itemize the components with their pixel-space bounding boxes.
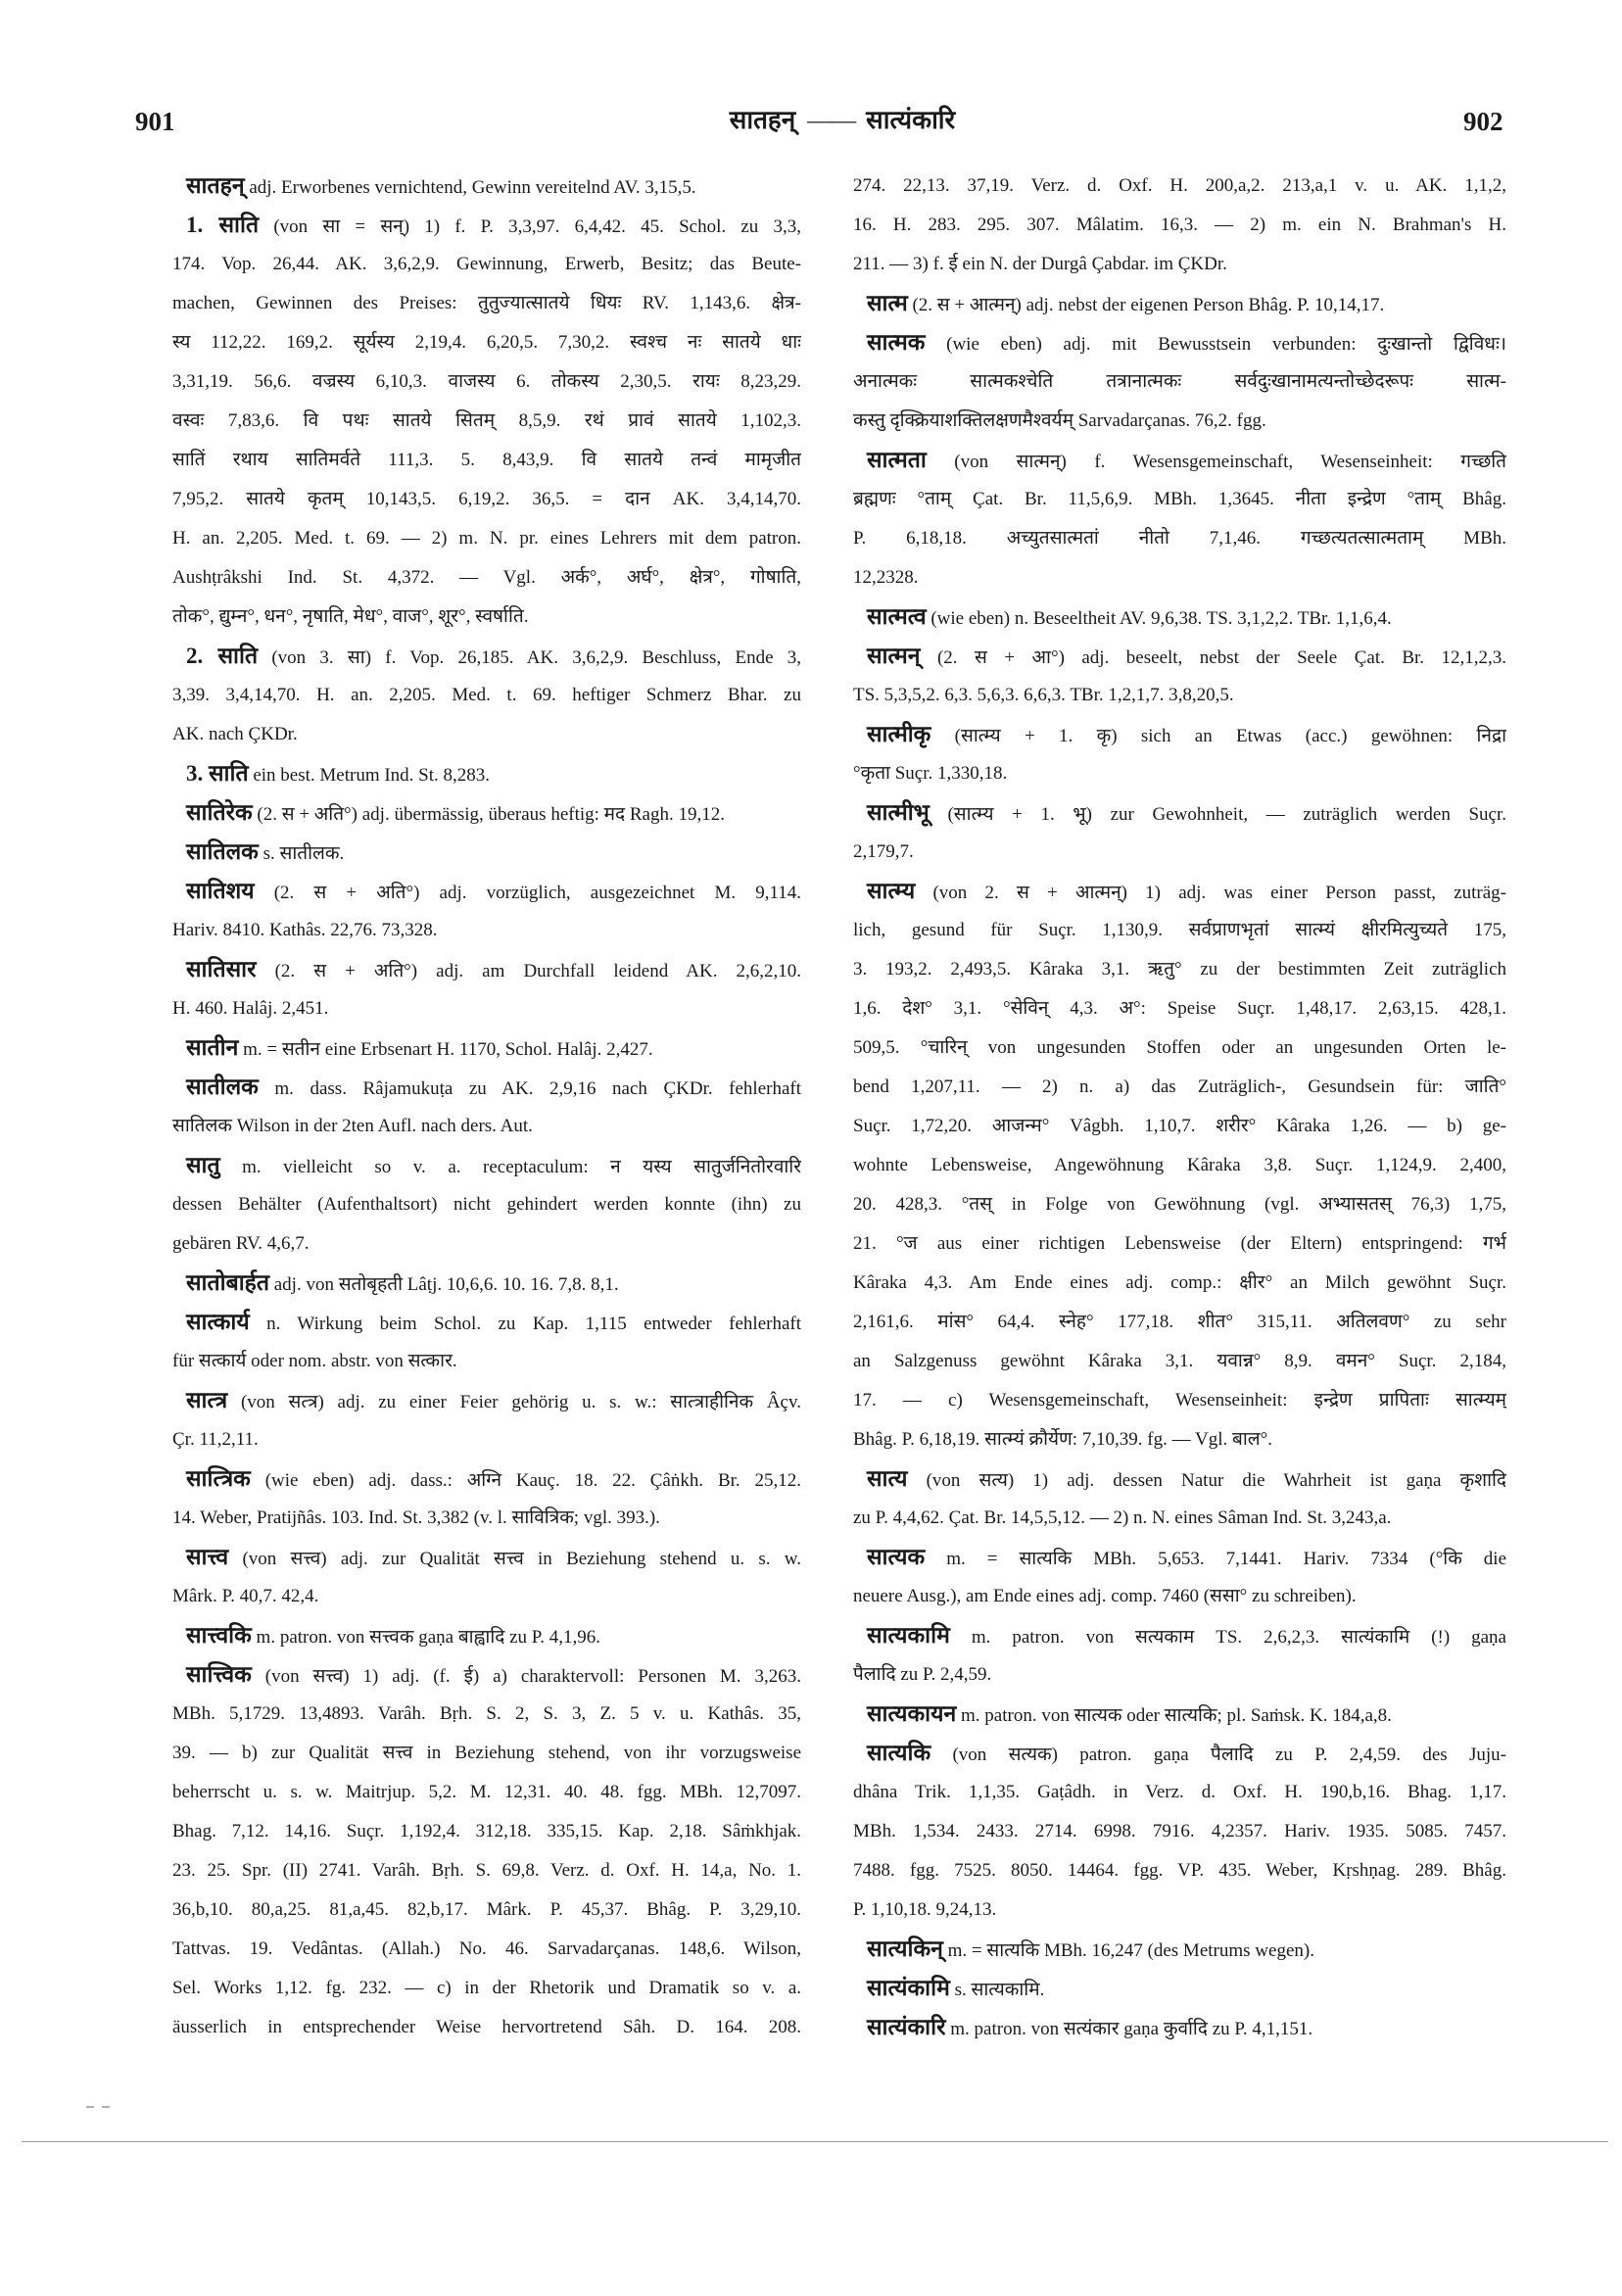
- entry-text: (von सा = सन्) 1) f. P. 3,3,97. 6,4,42. 45. Schol. zu 3,3,: [273, 216, 801, 237]
- dictionary-entry: [172, 1616, 801, 1655]
- entry-text: s. सात्यकामि.: [954, 1980, 1045, 2000]
- entry-line: [172, 1068, 801, 1107]
- entry-line: [853, 793, 1506, 833]
- entry-text: m. patron. von सत्त्वक gaṇa बाह्वादि zu P. 4,1,96.: [256, 1627, 600, 1648]
- dictionary-entry: [172, 1303, 801, 1381]
- dictionary-entry: [172, 1068, 801, 1146]
- dictionary-entry: [853, 284, 1506, 323]
- dictionary-entry: [853, 793, 1506, 872]
- entry-text: (von सत्यक) patron. gaṇa पैलादि zu P. 2,4,59. des Juju-: [952, 1745, 1506, 1765]
- page-number-left: 901: [135, 107, 175, 136]
- running-head-first-word: सातहन्: [729, 106, 796, 134]
- dictionary-entry: [172, 950, 801, 1028]
- headword: सातिशय: [186, 879, 255, 903]
- entry-text: (सात्म्य + 1. कृ) sich an Etwas (acc.) gewöhnen: निद्रा: [954, 726, 1506, 746]
- entry-text: (wie eben) adj. dass.: अग्नि Kauç. 18. 22. Çâṅkh. Br. 25,12.: [264, 1470, 801, 1491]
- dictionary-entry: [172, 754, 801, 793]
- dictionary-entry: [172, 1459, 801, 1538]
- entry-line: [853, 1616, 1506, 1655]
- entry-line: lich, gesund für Suçr. 1,130,9. सर्वप्राणभृतां सात्म्यं क्षीरमित्युच्यते 175,: [853, 920, 1506, 940]
- entry-line: Çr. 11,2,11.: [172, 1429, 259, 1450]
- entry-text: (von सत्त्व) 1) adj. (f. ई) a) charaktervoll: Personen M. 3,263.: [264, 1666, 801, 1687]
- entry-line: स्य 112,22. 169,2. सूर्यस्य 2,19,4. 6,20,5. 7,30,2. स्वश्च नः सातये धाः: [172, 332, 801, 353]
- headword: सात्त्र: [186, 1388, 228, 1412]
- entry-text: m. = सात्यकि MBh. 5,653. 7,1441. Hariv. 7334 (°कि die: [946, 1549, 1506, 1569]
- entry-text: m. vielleicht so v. a. receptaculum: न यस्य सातुर्जनितोरवारि: [242, 1157, 801, 1177]
- entry-text: n. Wirkung beim Schol. zu Kap. 1,115 entweder fehlerhaft: [266, 1314, 801, 1334]
- entry-line: [172, 206, 801, 245]
- entry-line: P. 1,10,18. 9,24,13.: [853, 1899, 997, 1920]
- running-head: [627, 104, 1058, 137]
- dictionary-entry: [853, 323, 1506, 441]
- headword: सात्यकि: [867, 1741, 931, 1765]
- entry-line: [172, 872, 801, 911]
- entry-line: Kâraka 4,3. Am Ende eines adj. comp.: क्षीर° an Milch gewöhnt Suçr.: [853, 1272, 1506, 1293]
- headword: सातोबार्हत: [186, 1270, 269, 1295]
- entry-line: wohnte Lebensweise, Angewöhnung Kâraka 3,8. Suçr. 1,124,9. 2,400,: [853, 1155, 1506, 1175]
- entry-line: dhâna Trik. 1,1,35. Gaṭâdh. in Verz. d. Oxf. H. 190,b,16. Bhag. 1,17.: [853, 1782, 1506, 1802]
- entry-line: dessen Behälter (Aufenthaltsort) nicht gehindert werden konnte (ihn) zu: [172, 1194, 801, 1215]
- entry-line: [853, 1538, 1506, 1577]
- dictionary-entry: [172, 1146, 801, 1264]
- right-column: [853, 167, 1506, 2086]
- dictionary-entry: [172, 1381, 801, 1459]
- headword: सात्कार्य: [186, 1310, 250, 1334]
- entry-line: an Salzgenuss gewöhnt Kâraka 3,1. यवान्न° 8,9. वमन° Suçr. 2,184,: [853, 1351, 1506, 1371]
- entry-line: [172, 754, 801, 793]
- headword: सात्मन्: [867, 644, 921, 668]
- entry-text: (2. स + अति°) adj. am Durchfall leidend AK. 2,6,2,10.: [274, 961, 801, 981]
- dictionary-entry: [172, 1028, 801, 1068]
- entry-continuation: [853, 167, 1506, 284]
- entry-line: Bhag. 7,12. 14,16. Suçr. 1,192,4. 312,18. 335,15. Kap. 2,18. Sâṁkhjak.: [172, 1821, 801, 1842]
- entry-line: machen, Gewinnen des Preises: तुतुज्यात्सातये धियः RV. 1,143,6. क्षेत्र-: [172, 293, 801, 313]
- entry-line: [172, 167, 801, 206]
- dictionary-entry: [172, 833, 801, 872]
- running-head-dash: ——: [807, 106, 855, 134]
- entry-text: (wie eben) n. Beseeltheit AV. 9,6,38. TS. 3,1,2,2. TBr. 1,1,6,4.: [930, 608, 1392, 629]
- headword: सात्यक: [867, 1545, 926, 1569]
- dictionary-entry: [172, 793, 801, 833]
- entry-text: (2. स + आत्मन्) adj. nebst der eigenen Person Bhâg. P. 10,14,17.: [912, 295, 1385, 315]
- dictionary-entry: [853, 1538, 1506, 1616]
- entry-line: कस्तु दृक्क्रियाशक्तिलक्षणमैश्वर्यम् Sarvadarçanas. 76,2. fgg.: [853, 410, 1266, 431]
- entry-line: 12,2328.: [853, 567, 919, 588]
- entry-line: 211. — 3) f. ई ein N. der Durgâ Çabdar. im ÇKDr.: [853, 254, 1227, 274]
- dictionary-entry: [853, 598, 1506, 637]
- dictionary-entry: [853, 2008, 1506, 2047]
- entry-line: beherrscht u. s. w. Maitrjup. 5,2. M. 12,31. 40. 48. fgg. MBh. 12,7097.: [172, 1782, 801, 1802]
- entry-text: m. = सतीन eine Erbsenart H. 1170, Schol. Halâj. 2,427.: [243, 1039, 653, 1060]
- page-number-right: 902: [1463, 107, 1503, 136]
- headword: सात्मक: [867, 330, 926, 355]
- entry-line: [853, 598, 1506, 637]
- entry-line: 174. Vop. 26,44. AK. 3,6,2,9. Gewinnung, Erwerb, Besitz; das Beute-: [172, 254, 801, 274]
- entry-line: bend 1,207,11. — 2) n. a) das Zuträglich-, Gesundsein für: जाति°: [853, 1076, 1506, 1097]
- headword: सात्यकामि: [867, 1623, 950, 1648]
- headword: सात्मत्व: [867, 604, 927, 629]
- entry-line: [172, 1264, 801, 1303]
- dictionary-entry: [853, 1734, 1506, 1930]
- headword: सात्यकायन: [867, 1701, 957, 1726]
- entry-line: für सत्कार्य oder nom. abstr. von सत्कार.: [172, 1351, 457, 1371]
- dictionary-entry: [172, 167, 801, 206]
- headword: सातीलक: [186, 1075, 259, 1099]
- entry-line: [853, 441, 1506, 480]
- entry-line: gebären RV. 4,6,7.: [172, 1233, 310, 1254]
- entry-line: 23. 25. Spr. (II) 2741. Varâh. Bṛh. S. 69,8. Verz. d. Oxf. H. 14,a, No. 1.: [172, 1860, 801, 1881]
- dictionary-entry: [853, 1969, 1506, 2008]
- headword: सात्त्व: [186, 1545, 229, 1569]
- entry-line: Hariv. 8410. Kathâs. 22,76. 73,328.: [172, 920, 438, 940]
- entry-line: [172, 1655, 801, 1695]
- entry-text: m. patron. von सात्यक oder सात्यकि; pl. Saṁsk. K. 184,a,8.: [961, 1705, 1392, 1726]
- entry-text: (von सत्य) 1) adj. dessen Natur die Wahrheit ist gaṇa कृशादि: [926, 1470, 1506, 1491]
- entry-line: [172, 1538, 801, 1577]
- headword: सातिरेक: [186, 800, 253, 825]
- entry-text: (2. स + अति°) adj. übermässig, überaus heftig: मद Ragh. 19,12.: [257, 804, 725, 825]
- entry-text: m. = सात्यकि MBh. 16,247 (des Metrums wegen).: [947, 1940, 1314, 1961]
- entry-line: MBh. 5,1729. 13,4893. Varâh. Bṛh. S. 2, S. 3, Z. 5 v. u. Kathâs. 35,: [172, 1703, 801, 1724]
- entry-text: (2. स + आ°) adj. beseelt, nebst der Seele Çat. Br. 12,1,2,3.: [936, 647, 1506, 668]
- headword: सातहन्: [186, 173, 245, 198]
- entry-line: AK. nach ÇKDr.: [172, 724, 298, 744]
- dictionary-entry: [172, 1264, 801, 1303]
- entry-line: [853, 872, 1506, 911]
- dictionary-entry: [853, 637, 1506, 715]
- dictionary-entry: [172, 1655, 801, 2047]
- entry-text: (von सत्त्र) adj. zu einer Feier gehörig u. s. w.: सात्त्राहीनिक Âçv.: [240, 1392, 801, 1412]
- running-head-last-word: सात्यंकारि: [866, 106, 956, 134]
- entry-line: 3. 193,2. 2,493,5. Kâraka 3,1. ऋतु° zu der bestimmten Zeit zuträglich: [853, 959, 1506, 980]
- footer-rule: [22, 2141, 1608, 2142]
- entry-text: m. patron. von सत्यकाम TS. 2,6,2,3. सात्यंकामि (!) gaṇa: [971, 1627, 1506, 1648]
- dictionary-entry: [172, 872, 801, 950]
- headword: सात्त्वकि: [186, 1623, 252, 1648]
- dictionary-entry: [853, 1695, 1506, 1734]
- scan-mark: [86, 2106, 94, 2108]
- entry-text: (wie eben) adj. mit Bewusstsein verbunden: दुःखान्तो द्विविधः।: [946, 334, 1506, 355]
- entry-text: m. patron. von सत्यंकार gaṇa कुर्वादि zu P. 4,1,151.: [950, 2019, 1313, 2039]
- dictionary-entry: [853, 715, 1506, 793]
- headword: सात्यंकारि: [867, 2015, 946, 2039]
- dictionary-entry: [172, 637, 801, 754]
- entry-line: ब्रह्मणः °ताम् Çat. Br. 11,5,6,9. MBh. 1,3645. नीता इन्द्रेण °ताम् Bhâg.: [853, 489, 1506, 509]
- entry-line: 21. °ज aus einer richtigen Lebensweise (der Eltern) entspringend: गर्भ: [853, 1233, 1506, 1254]
- headword: सात्मता: [867, 448, 927, 472]
- entry-text: (सात्म्य + 1. भू) zur Gewohnheit, — zuträglich werden Suçr.: [947, 804, 1506, 825]
- entry-text: (von सत्त्व) adj. zur Qualität सत्त्व in Beziehung stehend u. s. w.: [242, 1549, 801, 1569]
- entry-line: तोक°, द्युम्न°, धन°, नृषाति, मेध°, वाज°, शूर°, स्वर्षाति.: [172, 606, 529, 627]
- entry-text: (von 2. स + आत्मन्) 1) adj. was einer Person passt, zuträg-: [932, 883, 1506, 903]
- headword: सातु: [186, 1153, 220, 1177]
- dictionary-entry: [853, 1459, 1506, 1538]
- entry-line: TS. 5,3,5,2. 6,3. 5,6,3. 6,6,3. TBr. 1,2,1,7. 3,8,20,5.: [853, 685, 1234, 705]
- dictionary-entry: [853, 441, 1506, 598]
- entry-line: 509,5. °चारिन् von ungesunden Stoffen oder an ungesunden Orten le-: [853, 1037, 1506, 1058]
- entry-line: 2,161,6. मांस° 64,4. स्नेह° 177,18. शीत° 315,11. अतिलवण° zu sehr: [853, 1312, 1506, 1332]
- headword: सात्त्रिक: [186, 1466, 251, 1491]
- headword: सात्मीभू: [867, 800, 930, 825]
- dictionary-entry: [853, 1930, 1506, 1969]
- headword: सात्त्विक: [186, 1662, 252, 1687]
- entry-line: [172, 1146, 801, 1185]
- entry-line: [172, 1028, 801, 1068]
- entry-text: ein best. Metrum Ind. St. 8,283.: [253, 765, 491, 786]
- entry-line: [853, 1930, 1506, 1969]
- scan-mark: [102, 2106, 110, 2108]
- entry-line: Bhâg. P. 6,18,19. सात्म्यं क्रौर्येण: 7,10,39. fg. — Vgl. बाल°.: [853, 1429, 1273, 1450]
- headword: सात्यंकामि: [867, 1976, 950, 2000]
- entry-line: 17. — c) Wesensgemeinschaft, Wesenseinheit: इन्द्रेण प्रापिताः सात्म्यम्: [853, 1390, 1506, 1411]
- entry-line: [853, 323, 1506, 362]
- headword: 1. साति: [186, 213, 260, 237]
- entry-line: [172, 1616, 801, 1655]
- entry-text: (von सात्मन्) f. Wesensgemeinschaft, Wesenseinheit: गच्छति: [954, 452, 1506, 472]
- entry-line: 14. Weber, Pratijñâs. 103. Ind. St. 3,382 (v. l. सावित्रिक; vgl. 393.).: [172, 1507, 660, 1528]
- entry-line: अनात्मकः सात्मकश्चेति तत्रानात्मकः सर्वदुःखानामत्यन्तोच्छेदरूपः सात्म-: [853, 371, 1506, 392]
- entry-line: [172, 833, 801, 872]
- entry-line: Mârk. P. 40,7. 42,4.: [172, 1586, 319, 1606]
- entry-line: वस्वः 7,83,6. वि पथः सातये सितम् 8,5,9. रथं प्रावं सातये 1,102,3.: [172, 410, 801, 431]
- entry-line: Aushṭrâkshi Ind. St. 4,372. — Vgl. अर्क°, अर्घ°, क्षेत्र°, गोषाति,: [172, 567, 801, 588]
- entry-text: (von 3. सा) f. Vop. 26,185. AK. 3,6,2,9. Beschluss, Ende 3,: [271, 647, 801, 668]
- entry-line: 1,6. देश° 3,1. °सेविन् 4,3. अ°: Speise Suçr. 1,48,17. 2,63,15. 428,1.: [853, 998, 1506, 1019]
- headword: सात्य: [867, 1466, 908, 1491]
- entry-line: [853, 2008, 1506, 2047]
- left-column: [172, 167, 801, 2086]
- entry-line: [853, 1459, 1506, 1499]
- entry-line: [853, 1695, 1506, 1734]
- entry-line: Sel. Works 1,12. fg. 232. — c) in der Rhetorik und Dramatik so v. a.: [172, 1978, 801, 1998]
- headword: सात्म्य: [867, 879, 916, 903]
- headword: सातिसार: [186, 957, 257, 981]
- entry-line: 2,179,7.: [853, 841, 914, 862]
- dictionary-entry: [172, 1538, 801, 1616]
- entry-line: P. 6,18,18. अच्युतसात्मतां नीतो 7,1,46. गच्छत्यतत्सात्मताम् MBh.: [853, 528, 1506, 549]
- entry-line: [172, 637, 801, 676]
- headword: सात्म: [867, 291, 908, 315]
- entry-line: 7,95,2. सातये कृतम् 10,143,5. 6,19,2. 36,5. = दान AK. 3,4,14,70.: [172, 489, 801, 509]
- entry-line: सातिं रथाय सातिमर्वते 111,3. 5. 8,43,9. वि सातये तन्वं मामृजीत: [172, 450, 801, 470]
- headword: सात्यकिन्: [867, 1937, 943, 1961]
- entry-line: °कृता Suçr. 1,330,18.: [853, 763, 1008, 784]
- dictionary-entry: [172, 206, 801, 637]
- entry-text: adj. Erworbenes vernichtend, Gewinn vereitelnd AV. 3,15,5.: [249, 177, 696, 198]
- entry-text: m. dass. Râjamukuṭa zu AK. 2,9,16 nach ÇKDr. fehlerhaft: [274, 1078, 801, 1099]
- entry-line: 7488. fgg. 7525. 8050. 14464. fgg. VP. 435. Weber, Kṛshṇag. 289. Bhâg.: [853, 1860, 1506, 1881]
- entry-text: (2. स + अति°) adj. vorzüglich, ausgezeichnet M. 9,114.: [273, 883, 801, 903]
- entry-line: [853, 715, 1506, 754]
- entry-line: 3,39. 3,4,14,70. H. an. 2,205. Med. t. 69. heftiger Schmerz Bhar. zu: [172, 685, 801, 705]
- dictionary-entry: [853, 1616, 1506, 1695]
- entry-line: äusserlich in entsprechender Weise hervortretend Sâh. D. 164. 208.: [172, 2017, 801, 2037]
- headword: 2. साति: [186, 644, 259, 668]
- headword: सात्मीकृ: [867, 722, 931, 746]
- entry-line: [853, 637, 1506, 676]
- entry-text: adj. von सतोबृहती Lâṭj. 10,6,6. 10. 16. 7,8. 8,1.: [273, 1274, 619, 1295]
- entry-line: Tattvas. 19. Vedântas. (Allah.) No. 46. Sarvadarçanas. 148,6. Wilson,: [172, 1938, 801, 1959]
- entry-line: [172, 1459, 801, 1499]
- headword: सातीन: [186, 1035, 239, 1060]
- entry-line: zu P. 4,4,62. Çat. Br. 14,5,5,12. — 2) n. N. eines Sâman Ind. St. 3,243,a.: [853, 1507, 1392, 1528]
- entry-line: H. an. 2,205. Med. t. 69. — 2) m. N. pr. eines Lehrers mit dem patron.: [172, 528, 801, 549]
- entry-line: [172, 1303, 801, 1342]
- headword: 3. साति: [186, 761, 249, 786]
- entry-line: [853, 1969, 1506, 2008]
- entry-line: 3,31,19. 56,6. वज्रस्य 6,10,3. वाजस्य 6. तोकस्य 2,30,5. रायः 8,23,29.: [172, 371, 801, 392]
- entry-line: पैलादि zu P. 2,4,59.: [853, 1664, 992, 1685]
- entry-line: MBh. 1,534. 2433. 2714. 6998. 7916. 4,2357. Hariv. 1935. 5085. 7457.: [853, 1821, 1506, 1842]
- headword: सातिलक: [186, 839, 259, 864]
- entry-line: सातिलक Wilson in der 2ten Aufl. nach ders. Aut.: [172, 1116, 533, 1136]
- entry-line: 20. 428,3. °तस् in Folge von Gewöhnung (vgl. अभ्यासतस् 76,3) 1,75,: [853, 1194, 1506, 1215]
- entry-line: 16. H. 283. 295. 307. Mâlatim. 16,3. — 2) m. ein N. Brahman's H.: [853, 215, 1506, 235]
- entry-line: 36,b,10. 80,a,25. 81,a,45. 82,b,17. Mârk. P. 45,37. Bhâg. P. 3,29,10.: [172, 1899, 801, 1920]
- entry-line: Suçr. 1,72,20. आजन्म° Vâgbh. 1,10,7. शरीर° Kâraka 1,26. — b) ge-: [853, 1116, 1506, 1136]
- entry-text: s. सातीलक.: [262, 843, 345, 864]
- entry-line: [853, 1734, 1506, 1773]
- entry-line: H. 460. Halâj. 2,451.: [172, 998, 329, 1019]
- entry-line: 274. 22,13. 37,19. Verz. d. Oxf. H. 200,a,2. 213,a,1 v. u. AK. 1,1,2,: [853, 175, 1506, 196]
- entry-line: [172, 1381, 801, 1420]
- entry-line: [853, 284, 1506, 323]
- entry-line: neuere Ausg.), am Ende eines adj. comp. 7460 (ससा° zu schreiben).: [853, 1586, 1357, 1606]
- entry-line: [172, 950, 801, 989]
- entry-line: 39. — b) zur Qualität सत्त्व in Beziehung stehend, von ihr vorzugsweise: [172, 1743, 801, 1763]
- entry-line: [172, 793, 801, 833]
- dictionary-entry: [853, 872, 1506, 1459]
